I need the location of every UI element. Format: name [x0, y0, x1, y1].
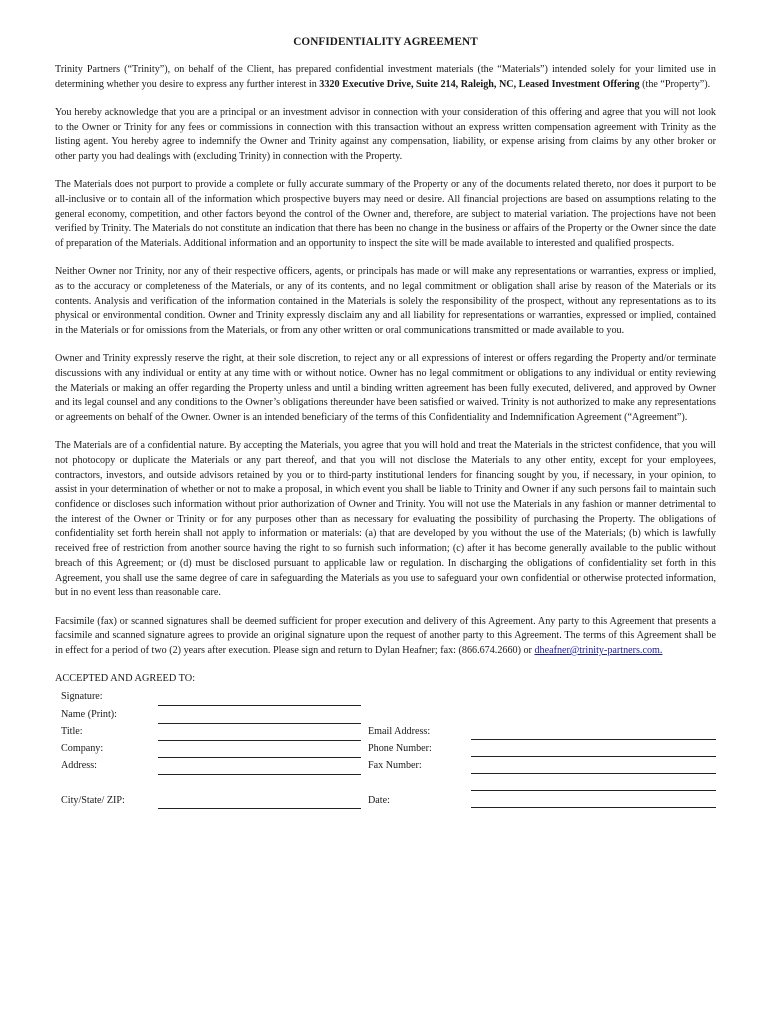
date-label: Date: — [368, 794, 390, 806]
rights-paragraph: Owner and Trinity expressly reserve the right, at their sole discretion, to reject any or all expressions of interest or offers regarding the Property and/or terminate discussions with any individual or entity at any time with or without notice. Owner has no legal commitment or obligations to any individual or entity reviewing the Materials or making an offer regarding the Property unless and until a binding written agreement has been fully executed, delivered, and approved by Owner and its legal counsel and any conditions to the Owner’s obligations thereunder have been satisfied or waived. Trinity is not authorized to make any representations or agreements on behalf of the Owner. Owner is an intended beneficiary of the terms of this Confidentiality and Indemnification Agreement (“Agreement”). — [55, 353, 716, 424]
intro-text-end: (the “Property”). — [639, 78, 711, 90]
accepted-heading: ACCEPTED AND AGREED TO: — [55, 672, 196, 684]
email-field[interactable] — [471, 739, 716, 740]
intro-paragraph — [55, 63, 716, 92]
signature-field[interactable] — [158, 705, 361, 706]
signature-terms-text: Facsimile (fax) or scanned signatures shall be deemed sufficient for proper execution and delivery of this Agreement. Any party to this Agreement that presents a facsimile and scanned signature agrees to provide an original signature upon the request of another party to this Agreement. The terms of this Agreement shall be in effect for a period of two (2) years after execution. Please sign and return to Dylan Heafner; fax: (866.674.2660) or — [55, 615, 716, 656]
phone-field[interactable] — [471, 756, 716, 757]
city-state-zip-label: City/State/ ZIP: — [61, 794, 125, 806]
signature-terms-paragraph — [55, 615, 716, 659]
materials-paragraph: The Materials does not purport to provide a complete or fully accurate summary of the Property or any of the documents related thereto, nor does it purport to be all-inclusive or to contain all of the information which prospective buyers may need or desire. All financial projections are based on assumptions relating to the general economy, competition, and other factors beyond the control of the Owner and, therefore, are subject to material variation. The projections have not been verified by Trinity. The Materials do not constitute an indication that there has been no change in the business or affairs of the Property or the Owner since the date of preparation of the Materials. Additional information and an opportunity to inspect the site will be made available to interested and qualified prospects. — [55, 179, 716, 250]
company-label: Company: — [61, 742, 104, 754]
title-label: Title: — [61, 725, 83, 737]
address-field[interactable] — [158, 774, 361, 775]
agreement-page — [55, 36, 716, 830]
title-field[interactable] — [158, 740, 361, 741]
name-label: Name (Print): — [61, 708, 117, 720]
extra-field[interactable] — [471, 790, 716, 791]
document-title: CONFIDENTIALITY AGREEMENT — [293, 36, 478, 48]
confidentiality-paragraph: The Materials are of a confidential nature. By accepting the Materials, you agree that you will hold and treat the Materials in the strictest confidence, that you will not photocopy or duplicate the Materials or any part thereof, and that you will not disclose the Materials to any other entity, except for your employees, contractors, investors, and outside advisors retained by you or to third-party institutional lenders for financing sought by you, if necessary, in your opinion, to assist in your determination of whether or not to make a proposal, in which event you shall be liable to Trinity and Owner if any such persons fail to maintain such confidence or discloses such information without prior authorization of Owner and Trinity. You will not use the Materials in any fashion or manner detrimental to the interest of the Owner or Trinity or for any purposes other than as necessary for evaluating the possibility of purchasing the Property. The obligations of confidentiality set forth herein shall not apply to information or materials: (a) that are developed by you without the use of the Materials; (b) which is lawfully received free of restriction from another source having the right to so furnish such information; (c) after it has become generally available to the public without breach of this Agreement; or (d) must be disclosed pursuant to applicable law or regulation. In discharging the obligations of confidentiality set forth in this Agreement, you shall use the same degree of care in safeguarding the Materials as you use to safeguard your own confidential or otherwise protected information, but in no event less than reasonable care. — [55, 440, 716, 599]
acknowledgement-paragraph: You hereby acknowledge that you are a principal or an investment advisor in connection with your consideration of this offering and agree that you will not look to the Owner or Trinity for any fees or commissions in connection with this transaction without an express written compensation agreement with Trinity as the listing agent. You hereby agree to indemnify the Owner and Trinity against any compensation, liability, or expense arising from claims by any other broker or other party you had dealings with (excluding Trinity) in connection with the Property. — [55, 106, 716, 163]
intro-text-start: Trinity Partners (“Trinity”), on behalf of the Client, has prepared confidential investment materials (the “Materials”) intended solely for your limited use in determining whether you desire to express any further interest in — [55, 64, 716, 90]
company-field[interactable] — [158, 757, 361, 758]
fax-label: Fax Number: — [368, 759, 422, 771]
property-name: 3320 Executive Drive, Suite 214, Raleigh, NC, Leased Investment Offering — [319, 78, 640, 90]
date-field[interactable] — [471, 807, 716, 808]
email-link[interactable]: dheafner@trinity-partners.com. — [534, 644, 663, 656]
signature-label: Signature: — [61, 690, 103, 702]
warranty-paragraph: Neither Owner nor Trinity, nor any of their respective officers, agents, or principals has made or will make any representations or warranties, express or implied, as to the accuracy or completeness of the Materials, or any of its contents, and no legal commitment or obligation shall arise by reason of the Materials or its contents. Analysis and verification of the information contained in the Materials is solely the responsibility of the prospect, without any representations as to its physical or environmental condition. Owner and Trinity expressly disclaim any and all liability for representations or warranties, expressed or implied, contained in the Materials or for omissions from the Materials, or from any other written or oral communications transmitted or made available to you. — [55, 266, 716, 337]
signature-form — [55, 690, 716, 830]
address-label: Address: — [61, 759, 97, 771]
email-label: Email Address: — [368, 725, 431, 737]
fax-field[interactable] — [471, 773, 716, 774]
phone-label: Phone Number: — [368, 742, 432, 754]
city-state-zip-field[interactable] — [158, 808, 361, 809]
name-field[interactable] — [158, 723, 361, 724]
